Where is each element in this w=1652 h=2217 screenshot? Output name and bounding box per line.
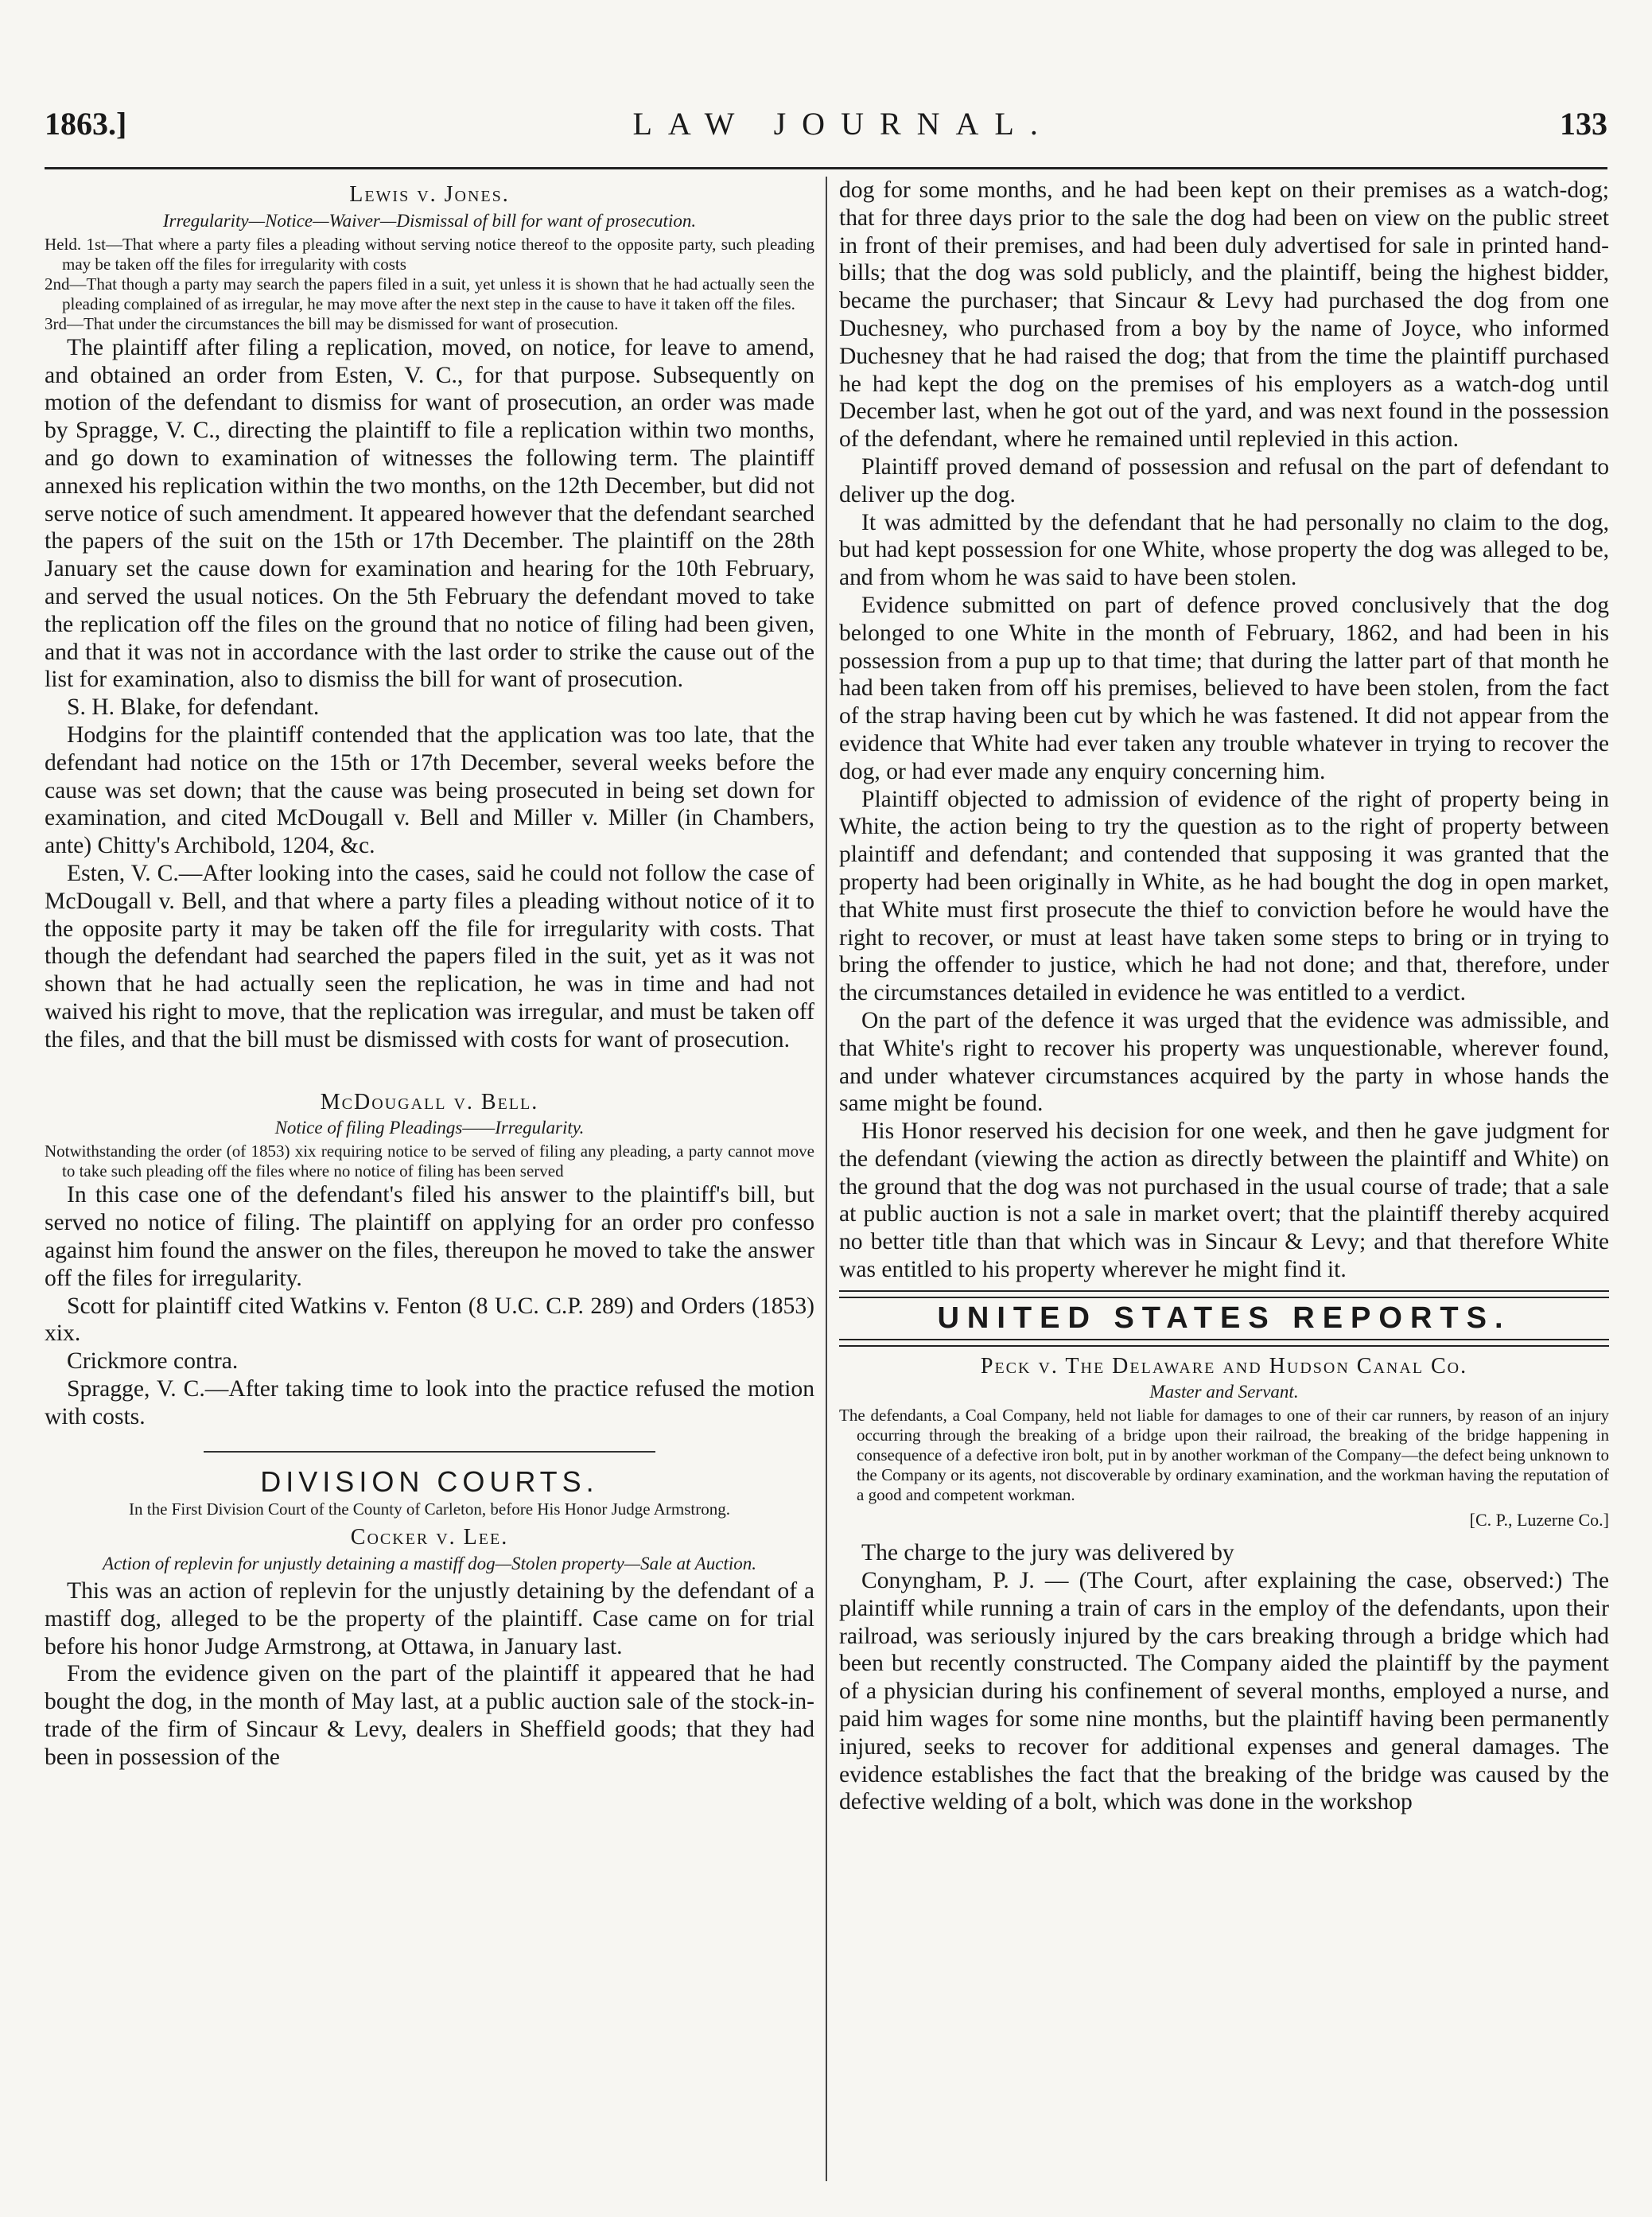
headnote-item: 3rd—That under the circumstances the bill may be dismissed for want of prosecution.	[45, 313, 619, 333]
section-heading: DIVISION COURTS.	[260, 1465, 599, 1499]
header-rule	[45, 167, 1607, 169]
case-title: Lewis v. Jones.	[349, 182, 510, 207]
body-paragraph: Plaintiff objected to admission of evidence of the right of property being in White, the action being to try the question as to the right of property between plaintiff and defendant; and contended that supposing it was granted that the property had been originally in White, as he had bought the dog in open market, that White must first prosecute the thief to conviction before he would have the right to recover, or must at least have taken some steps to bring or in trying to bring the offender to justice, which he had not done; and that, therefore, under the circumstances detailed in evidence he was entitled to a verdict.	[839, 786, 1609, 1006]
body-paragraph: dog for some months, and he had been kept on their premises as a watch-dog; that for three days prior to the sale the dog had been on view on the public street in front of their premises, and had been duly advertised for sale in printed hand-bills; that the dog was sold publicly, and the plaintiff, being the highest bidder, became the purchaser; that Sincaur & Levy had purchased the dog from one Duchesney, who purchased from a boy by the name of Joyce, who informed Duchesney that he had raised the dog; that from the time the plaintiff purchased he had kept the dog on the premises of his employers as a watch-dog until December last, when he got out of the yard, and was next found in the possession of the defendant, where he remained until replevied in this action.	[839, 177, 1609, 453]
body-paragraph: Hodgins for the plaintiff contended that the application was too late, that the defendant had notice on the 15th or 17th December, several weeks before the cause was set down; that the cause was being prosecuted in being set down for examination, and cited McDougall v. Bell and Miller v. Miller (in Chambers, ante) Chitty's Archibold, 1204, &c.	[45, 721, 814, 859]
body-paragraph: Scott for plaintiff cited Watkins v. Fenton (8 U.C. C.P. 289) and Orders (1853) xix.	[45, 1293, 814, 1347]
headnote: The defendants, a Coal Company, held not liable for damages to one of their car runners, by reason of an injury occurring through the breaking of a bridge upon their railroad, the breaking of the bridge happening in consequence of a defective iron bolt, put in by another workman of the Company—the defect being unknown to the Company or its agents, not discoverable by ordinary examination, and the workman having the reputation of a good and competent workman.	[839, 1406, 1609, 1505]
body-paragraph: On the part of the defence it was urged that the evidence was admissible, and that White's right to recover his property was unquestionable, wherever found, and under whatever circumstances acquired by the party in whose hands the same might be found.	[839, 1007, 1609, 1117]
right-column	[839, 177, 1609, 2181]
case-title: Cocker v. Lee.	[350, 1525, 509, 1550]
header-page-number: 133	[1559, 106, 1607, 142]
section-rule	[839, 1290, 1609, 1298]
spacer	[45, 1054, 814, 1084]
body-paragraph: Plaintiff proved demand of possession and refusal on the part of defendant to deliver up the dog.	[839, 453, 1609, 508]
case-title: McDougall v. Bell.	[320, 1089, 539, 1114]
header-title: LAW JOURNAL.	[632, 106, 1054, 142]
section-heading: UNITED STATES REPORTS.	[937, 1301, 1511, 1335]
body-paragraph: This was an action of replevin for the unjustly detaining by the defendant of a mastiff dog, alleged to be the property of the plaintiff. Case came on for trial before his honor Judge Armstrong, at Ottawa, in January last.	[45, 1578, 814, 1659]
case-subtitle: Action of replevin for unjustly detaining a mastiff dog—Stolen property—Sale at Auction.	[103, 1554, 756, 1574]
section-rule	[839, 1339, 1609, 1347]
case-title: Peck v. The Delaware and Hudson Canal Co.	[980, 1353, 1468, 1379]
headnote	[45, 235, 814, 334]
column-divider	[826, 177, 827, 2181]
case-subtitle: Irregularity—Notice—Waiver—Dismissal of bill for want of prosecution.	[162, 210, 697, 231]
case-subtitle: Notice of filing Pleadings——Irregularity.	[274, 1118, 585, 1138]
body-paragraph: Conyngham, P. J. — (The Court, after explaining the case, observed:) The plaintiff while running a train of cars in the employ of the defendants, upon their railroad, was seriously injured by the cars breaking through a bridge which had been but recently constructed. The Company aided the plaintiff by the payment of a physician during his confinement of several months, employed a nurse, and paid him wages for some nine months, but the plaintiff having been permanently injured, seeks to recover for additional expenses and general damages. The evidence establishes the fact that the breaking of the bridge was caused by the defective welding of a bolt, which was done in the workshop	[839, 1568, 1609, 1815]
section-separator	[204, 1451, 655, 1453]
header-year: 1863.]	[45, 106, 127, 142]
court-citation: [C. P., Luzerne Co.]	[1469, 1510, 1609, 1531]
headnote-item: Held. 1st—That where a party files a pleading without serving notice thereof to the opposite party, such pleading may be taken off the files for irregularity with costs	[45, 234, 814, 274]
headnote-item: 2nd—That though a party may search the papers filed in a suit, yet unless it is shown that he had actually seen the pleading complained of as irregular, he may move after the next step in the cause to have it taken off the files.	[45, 274, 814, 313]
body-paragraph: It was admitted by the defendant that he had personally no claim to the dog, but had kept possession for one White, whose property the dog was alleged to be, and from whom he was said to have been stolen.	[839, 509, 1609, 591]
body-paragraph: The charge to the jury was delivered by	[861, 1540, 1234, 1566]
body-paragraph: Crickmore contra.	[67, 1348, 239, 1375]
body-paragraph: From the evidence given on the part of the plaintiff it appeared that he had bought the dog, in the month of May last, at a public auction sale of the stock-in-trade of the firm of Sincaur & Levy, dealers in Sheffield goods; that they had been in possession of the	[45, 1661, 814, 1770]
body-paragraph: His Honor reserved his decision for one week, and then he gave judgment for the defendant (viewing the action as directly between the plaintiff and White) on the ground that the dog was not purchased in the usual course of trade; that a sale at public auction is not a sale in market overt; that the plaintiff thereby acquired no better title than that which was in Sincaur & Levy; and that therefore White was entitled to his property wherever he might find it.	[839, 1118, 1609, 1283]
body-paragraph: Evidence submitted on part of defence proved conclusively that the dog belonged to one White in the month of February, 1862, and had been in his possession from a pup up to that time; that during the latter part of that month he had been taken from off his premises, believed to have been stolen, from the fact of the strap having been cut by which he was fastened. It did not appear from the evidence that White had ever taken any trouble whatever in trying to recover the dog, or had ever made any enquiry concerning him.	[839, 592, 1609, 784]
case-subtitle: Master and Servant.	[1149, 1382, 1299, 1402]
body-paragraph: S. H. Blake, for defendant.	[67, 694, 320, 721]
court-line: In the First Division Court of the County of Carleton, before His Honor Judge Armstrong.	[129, 1499, 730, 1519]
page-header	[45, 105, 1607, 161]
body-paragraph: The plaintiff after filing a replication, moved, on notice, for leave to amend, and obtained an order from Esten, V. C., for that purpose. Subsequently on motion of the defendant to dismiss for want of prosecution, an order was made by Spragge, V. C., directing the plaintiff to file a replication within two months, and go down to examination of witnesses the following term. The plaintiff annexed his replication within the two months, on the 12th December, but did not serve notice of such amendment. It appeared however that the defendant searched the papers of the suit on the 15th or 17th December. The plaintiff on the 28th January set the cause down for examination and hearing for the 10th February, and served the usual notices. On the 5th February the defendant moved to take the replication off the files on the ground that no notice of filing had been given, and that it was not in accordance with the last order to strike the cause out of the list for examination, also to dismiss the bill for want of prosecution.	[45, 334, 814, 693]
left-column	[45, 177, 814, 2181]
body-paragraph: Esten, V. C.—After looking into the cases, said he could not follow the case of McDougall v. Bell, and that where a party files a pleading without notice of it to the opposite party it may be taken off the file for irregularity with costs. That though the defendant had searched the papers filed in the suit, yet as it was not shown that he had actually seen the replication, he was in time and had not waived his right to move, that the replication was irregular, and must be taken off the files, and that the bill must be dismissed with costs for want of prosecution.	[45, 860, 814, 1052]
headnote: Notwithstanding the order (of 1853) xix requiring notice to be served of filing any pleading, a party cannot move to take such pleading off the files where no notice of filing has been served	[45, 1142, 814, 1181]
body-paragraph: Spragge, V. C.—After taking time to look into the practice refused the motion with costs.	[45, 1375, 814, 1429]
body-paragraph: In this case one of the defendant's filed his answer to the plaintiff's bill, but served no notice of filing. The plaintiff on applying for an order pro confesso against him found the answer on the files, thereupon he moved to take the answer off the files for irregularity.	[45, 1182, 814, 1291]
